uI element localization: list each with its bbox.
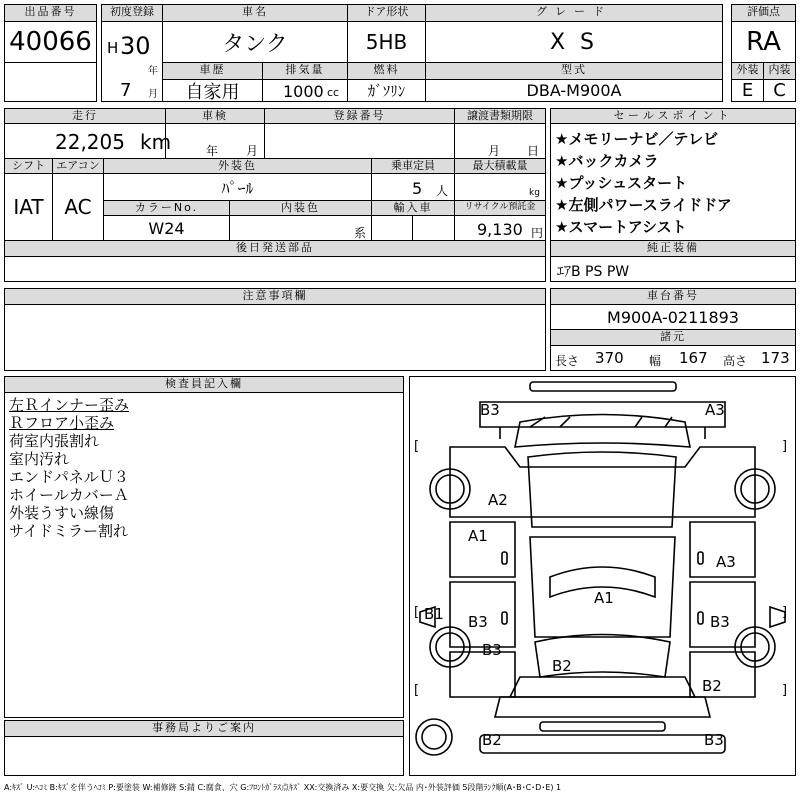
- reg-no-label: 登録番号: [264, 108, 455, 124]
- later-parts: [4, 256, 546, 282]
- sales-point: ★バックカメラ: [555, 152, 659, 170]
- model-label: 型式: [425, 62, 723, 80]
- load-cell: [454, 173, 546, 201]
- sales-point: ★左側パワースライドドア: [555, 196, 732, 214]
- score-label: 評価点: [731, 4, 796, 22]
- equipment-label: 純正装備: [550, 240, 796, 257]
- inspector-line: 室内汚れ: [9, 450, 70, 468]
- load-unit: kg: [529, 188, 540, 198]
- height: 173: [761, 349, 790, 367]
- chassis-no: M900A-0211893: [550, 304, 796, 330]
- mileage-label: 走行: [4, 108, 166, 124]
- damage-rear-left: B3: [480, 401, 500, 419]
- int-color-label: 内装色: [229, 200, 372, 216]
- damage-right-front-fender: B2: [702, 677, 722, 695]
- year-unit: 年: [148, 66, 158, 77]
- height-label: 高さ: [723, 354, 748, 368]
- shift-label: シフト: [4, 158, 53, 174]
- inspector-label: 検査員記入欄: [4, 376, 404, 393]
- history: 自家用: [162, 79, 263, 102]
- recycle-label: リサイクル預託金: [454, 200, 546, 216]
- transfer-month-unit: 月: [488, 144, 501, 158]
- specs: [550, 345, 796, 371]
- fuel: ｶﾞｿﾘﾝ: [347, 79, 426, 102]
- equipment: ｴｱB PS PW: [550, 256, 796, 282]
- length: 370: [595, 349, 624, 367]
- width: 167: [679, 349, 708, 367]
- displacement-cell: [262, 79, 348, 102]
- load-label: 最大積載量: [454, 158, 546, 174]
- inspector-line: ホイールカバーＡ: [9, 486, 129, 504]
- car-name-label: 車名: [162, 4, 348, 22]
- import-cell-a: [371, 215, 413, 241]
- sales-point: ★プッシュスタート: [555, 174, 688, 192]
- int-score-label: 内装: [763, 62, 796, 80]
- door-label: ドア形状: [347, 4, 426, 22]
- sales-point: ★メモリーナビ／テレビ: [555, 130, 719, 148]
- bracket-left: [: [414, 439, 420, 454]
- damage-roof: A1: [594, 589, 614, 607]
- shift: IAT: [4, 173, 53, 241]
- fuel-label: 燃料: [347, 62, 426, 80]
- transfer-day-unit: 日: [527, 144, 540, 158]
- transfer-cell: [454, 123, 546, 159]
- int-color-unit: 系: [354, 226, 367, 240]
- bracket-right-front: ]: [782, 683, 788, 698]
- car-diagram-svg: [410, 377, 795, 775]
- damage-rear-right: A3: [705, 401, 725, 419]
- later-parts-label: 後日発送部品: [4, 240, 546, 257]
- ext-score: E: [731, 79, 764, 102]
- reg-year: 30: [120, 32, 151, 60]
- model: DBA-M900A: [425, 79, 723, 102]
- office-label: 事務局よりご案内: [4, 720, 404, 737]
- damage-left-front-fender: B3: [482, 641, 502, 659]
- damage-front-left: B2: [482, 731, 502, 749]
- damage-right-rear-door: A3: [716, 553, 736, 571]
- damage-right-front-door: B3: [710, 613, 730, 631]
- displacement-unit: cc: [327, 86, 340, 99]
- damage-left-rocker: B1: [424, 605, 444, 623]
- color-no: W24: [103, 215, 230, 241]
- notes: [4, 304, 546, 371]
- damage-front-right: B3: [704, 731, 724, 749]
- office-notice: [4, 736, 404, 776]
- ext-score-label: 外装: [731, 62, 764, 80]
- car-name: タンク: [162, 21, 348, 63]
- import-label: 輸入車: [371, 200, 455, 216]
- inspector-line: Ｒフロア小歪み: [9, 414, 115, 432]
- lot-no-label: 出品番号: [4, 4, 97, 22]
- grade: X S: [425, 21, 723, 63]
- mileage: 22,205: [55, 130, 125, 154]
- damage-left-front-door: B3: [468, 613, 488, 631]
- width-label: 幅: [649, 354, 662, 368]
- reg-month: 7: [120, 80, 132, 101]
- mileage-unit: km: [140, 130, 172, 154]
- int-color-cell: [229, 215, 372, 241]
- inspection-label: 車検: [165, 108, 265, 124]
- legend: A:ｷｽﾞ U:ﾍｺﾐ B:ｷｽﾞを伴うﾍｺﾐ P:要塗装 W:補修跡 S:錆 C:腐食、穴 G:ﾌﾛﾝﾄｶﾞﾗｽ点ｷｽﾞ XX:交換済み X:要交換 欠:欠品 内･外装評価 5段階ﾗﾝｸ順(A･B･C･D･E) 1: [4, 783, 562, 792]
- ext-color-label: 外装色: [103, 158, 372, 174]
- bracket-left-front: [: [414, 683, 420, 698]
- int-score: C: [763, 79, 796, 102]
- capacity: 5: [412, 179, 423, 198]
- era: H: [107, 39, 119, 57]
- inspector-comments: [4, 392, 404, 718]
- first-reg-label: 初度登録: [101, 4, 163, 22]
- damage-rear-left-quarter: A2: [488, 491, 508, 509]
- lot-no: 40066: [4, 21, 97, 63]
- import-cell-b: [412, 215, 455, 241]
- bracket-right-mirror: ]: [782, 605, 788, 620]
- first-reg-cell: [101, 21, 163, 102]
- sales-points-label: セールスポイント: [550, 108, 796, 124]
- bracket-right: ]: [782, 439, 788, 454]
- inspection-cell: [165, 123, 265, 159]
- inspector-line: 外装うすい線傷: [9, 504, 115, 522]
- ext-color: ﾊﾟｰﾙ: [103, 173, 372, 201]
- inspector-line: 左Ｒインナー歪み: [9, 396, 130, 414]
- month-unit: 月: [148, 89, 158, 100]
- length-label: 長さ: [555, 354, 580, 368]
- capacity-cell: [371, 173, 455, 201]
- sales-point: ★スマートアシスト: [555, 218, 687, 236]
- ac: AC: [52, 173, 104, 241]
- capacity-unit: 人: [436, 184, 449, 198]
- insp-year-unit: 年: [206, 144, 219, 158]
- specs-label: 諸元: [550, 329, 796, 346]
- car-diagram: [409, 376, 796, 776]
- door-type: 5HB: [347, 21, 426, 63]
- insp-month-unit: 月: [246, 144, 259, 158]
- chassis-label: 車台番号: [550, 288, 796, 305]
- grade-label: グレード: [425, 4, 723, 22]
- ac-label: エアコン: [52, 158, 104, 174]
- score: RA: [731, 21, 796, 63]
- history-label: 車歴: [162, 62, 263, 80]
- recycle-amount: 9,130: [477, 220, 523, 239]
- color-no-label: カラーNo.: [103, 200, 230, 216]
- inspector-line: エンドパネルＵ３: [9, 468, 129, 486]
- inspector-line: 荷室内張割れ: [9, 432, 100, 450]
- transfer-label: 譲渡書類期限: [454, 108, 546, 124]
- recycle-unit: 円: [531, 226, 544, 240]
- recycle-cell: [454, 215, 546, 241]
- lot-no-blank: [4, 62, 97, 102]
- bracket-left-mirror: [: [414, 605, 420, 620]
- displacement: 1000: [283, 82, 324, 101]
- capacity-label: 乗車定員: [371, 158, 455, 174]
- sales-points: [550, 123, 796, 241]
- damage-hood: B2: [552, 657, 572, 675]
- notes-label: 注意事項欄: [4, 288, 546, 305]
- damage-left-rear-door: A1: [468, 527, 488, 545]
- inspector-line: サイドミラー割れ: [9, 522, 128, 540]
- reg-no: [264, 123, 455, 159]
- mileage-cell: [4, 123, 172, 159]
- displacement-label: 排気量: [262, 62, 348, 80]
